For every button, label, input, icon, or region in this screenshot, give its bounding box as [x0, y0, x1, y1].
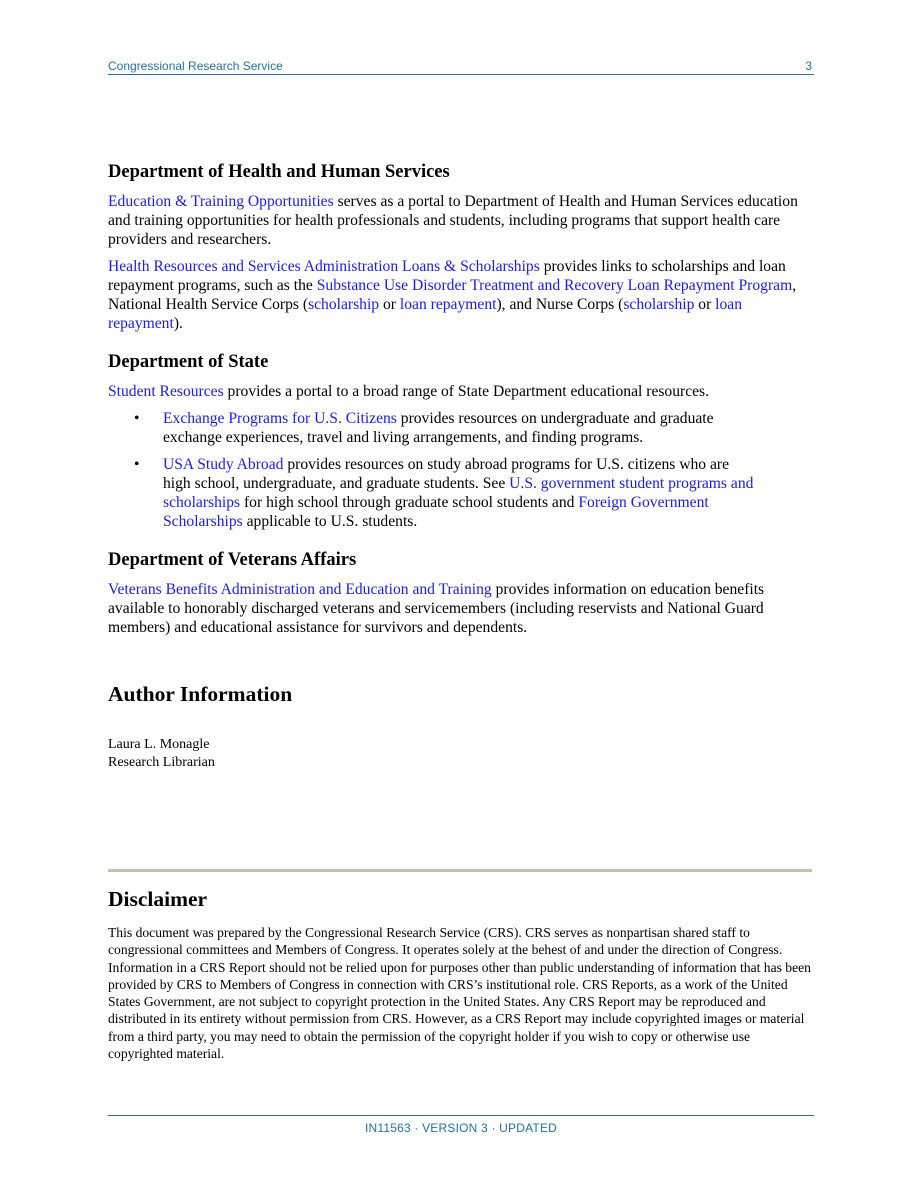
section-hhs	[108, 162, 814, 333]
link-sud-loan-repayment[interactable]: Substance Use Disorder Treatment and Recovery Loan Repayment Program	[316, 277, 793, 294]
hhs-paragraph-1: Education & Training Opportunities serves as a portal to Department of Health and Human Services education and training opportunities for health professionals and students, including programs that support health care providers and researchers.	[108, 193, 798, 248]
link-education-training-opportunities[interactable]: Education & Training Opportunities	[108, 193, 334, 210]
link-nurse-corps-loan-repayment[interactable]: loan repayment	[108, 296, 743, 332]
link-usa-study-abroad[interactable]: USA Study Abroad	[163, 456, 284, 473]
author-title: Research Librarian	[108, 754, 215, 770]
author-block	[108, 736, 215, 771]
link-nurse-corps-scholarship[interactable]: scholarship	[623, 296, 695, 313]
bullet-icon: •	[134, 410, 140, 427]
link-us-gov-student-programs[interactable]: U.S. government student programs and scholarships	[163, 475, 754, 511]
footer-divider	[108, 1115, 814, 1116]
author-name: Laura L. Monagle	[108, 737, 210, 752]
link-student-resources[interactable]: Student Resources	[108, 383, 224, 400]
page-number: 3	[805, 59, 812, 73]
list-item: • USA Study Abroad provides resources on study abroad programs for U.S. citizens who are high school, undergraduate, and graduate students. See U.S. government student programs and scholarships for high school through graduate school students and Foreign Government Scholarships applicable to U.S. students.	[134, 456, 754, 530]
va-paragraph-1: Veterans Benefits Administration and Education and Training provides information on education benefits available to honorably discharged veterans and servicemembers (including reservists and National Guard members) and educational assistance for survivors and dependents.	[108, 581, 765, 636]
footer-report-id: IN11563 · VERSION 3 · UPDATED	[364, 1121, 558, 1135]
header-org-name: Congressional Research Service	[108, 59, 283, 73]
section-heading-hhs: Department of Health and Human Services	[108, 162, 450, 182]
link-vba-education-training[interactable]: Veterans Benefits Administration and Education and Training	[108, 581, 492, 598]
running-header	[108, 57, 814, 75]
link-nhsc-loan-repayment[interactable]: loan repayment	[399, 296, 497, 313]
list-item: • Exchange Programs for U.S. Citizens provides resources on undergraduate and graduate exchange experiences, travel and living arrangements, and finding programs.	[134, 410, 714, 446]
disclaimer-heading: Disclaimer	[108, 887, 208, 911]
state-bullet-list	[108, 409, 814, 531]
link-nhsc-scholarship[interactable]: scholarship	[308, 296, 380, 313]
divider	[108, 869, 812, 872]
author-information-heading: Author Information	[108, 682, 293, 706]
state-paragraph-1: Student Resources provides a portal to a broad range of State Department educational resources.	[108, 383, 710, 400]
link-foreign-gov-scholarships[interactable]: Foreign Government Scholarships	[163, 494, 709, 530]
hhs-paragraph-2: Health Resources and Services Administration Loans & Scholarships provides links to scholarships and loan repayment programs, such as the Substance Use Disorder Treatment and Recovery Loan Repayment Program, National Health Service Corps (scholarship or loan repayment), and Nurse Corps (scholarship or loan repayment).	[108, 258, 797, 332]
section-va	[108, 550, 814, 637]
link-exchange-programs[interactable]: Exchange Programs for U.S. Citizens	[163, 410, 397, 427]
main-content	[108, 162, 814, 656]
section-heading-va: Department of Veterans Affairs	[108, 550, 357, 570]
link-hrsa-loans-scholarships[interactable]: Health Resources and Services Administration Loans & Scholarships	[108, 258, 540, 275]
section-heading-state: Department of State	[108, 352, 269, 372]
bullet-icon: •	[134, 456, 140, 473]
disclaimer-text: This document was prepared by the Congressional Research Service (CRS). CRS serves as nonpartisan shared staff to congressional committees and Members of Congress. It operates solely at the behest of and under the direction of Congress. Information in a CRS Report should not be relied upon for purposes other than public understanding of information that has been provided by CRS to Members of Congress in connection with CRS’s institutional role. CRS Reports, as a work of the United States Government, are not subject to copyright protection in the United States. Any CRS Report may be reproduced and distributed in its entirety without permission from CRS. However, as a CRS Report may include copyrighted images or material from a third party, you may need to obtain the permission of the copyright holder if you wish to copy or otherwise use copyrighted material.	[108, 925, 811, 1062]
section-state	[108, 352, 814, 531]
